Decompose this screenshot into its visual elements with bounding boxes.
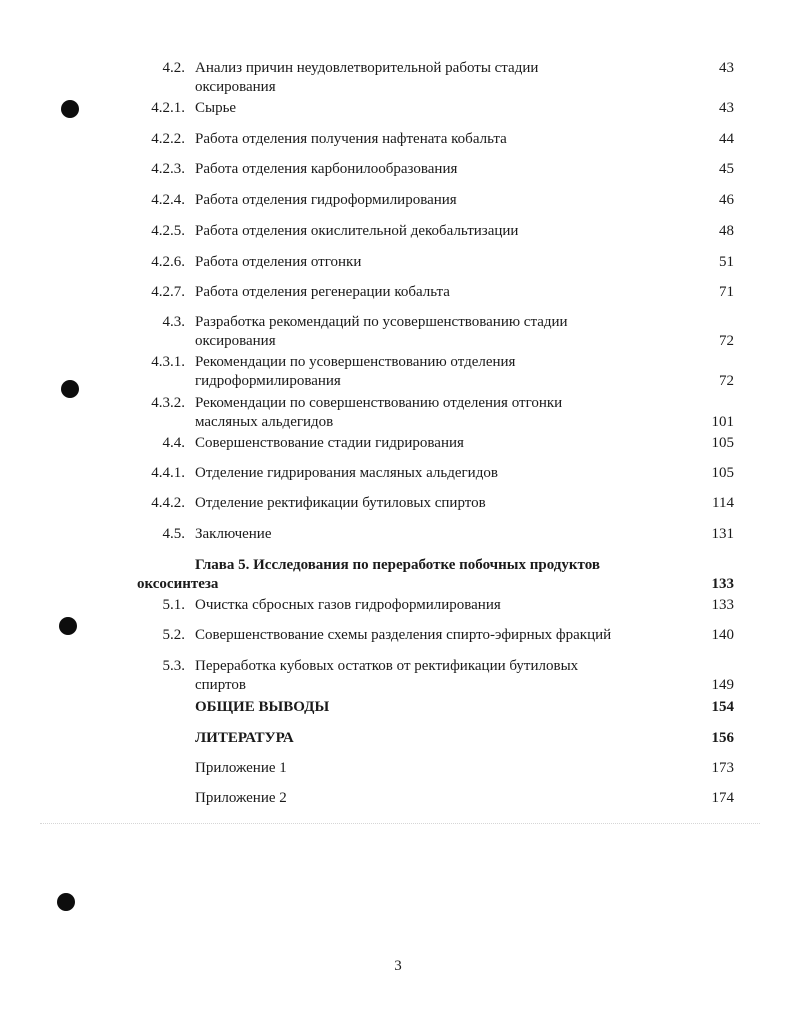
toc-entry-title: Приложение 1	[195, 760, 287, 776]
toc-entry-number: 4.3.	[162, 314, 185, 330]
toc-entry-number: 4.4.	[162, 435, 185, 451]
toc-entry-title: оксирования	[195, 333, 276, 349]
toc-entry-number: 4.4.2.	[151, 495, 185, 511]
toc-entry-number: 4.3.2.	[151, 395, 185, 411]
toc-entry-page: 101	[711, 414, 734, 430]
toc-entry-title: Глава 5. Исследования по переработке побочных продуктов	[195, 557, 600, 573]
toc-entry-page: 105	[711, 465, 734, 481]
toc-entry-title: Работа отделения отгонки	[195, 254, 362, 270]
toc-entry-page: 131	[711, 526, 734, 542]
toc-entry-title: Совершенствование стадии гидрирования	[195, 435, 464, 451]
toc-entry-page: 46	[719, 192, 734, 208]
toc-entry-page: 105	[711, 435, 734, 451]
toc-entry-page: 133	[711, 576, 734, 592]
toc-entry-number: 4.2.6.	[151, 254, 185, 270]
toc-entry-page: 156	[711, 730, 734, 746]
toc-entry-title: Переработка кубовых остатков от ректификации бутиловых	[195, 658, 579, 674]
toc-entry-number: 5.3.	[162, 658, 185, 674]
toc-entry-title: Совершенствование схемы разделения спирто-эфирных фракций	[195, 627, 612, 643]
toc-entry-title: Заключение	[195, 526, 272, 542]
toc-entry-title: оксосинтеза	[137, 576, 219, 592]
toc-entry-page: 48	[719, 223, 734, 239]
toc-entry-page: 114	[712, 495, 734, 511]
punch-hole-1	[61, 100, 79, 118]
toc-entry-title: Работа отделения карбонилообразования	[195, 161, 458, 177]
toc-entry-number: 4.2.	[162, 60, 185, 76]
toc-entry-number: 4.2.3.	[151, 161, 185, 177]
toc-entry-title: Работа отделения получения нафтената кобальта	[195, 131, 507, 147]
toc-entry-number: 4.2.2.	[151, 131, 185, 147]
toc-entry-title: гидроформилирования	[195, 373, 341, 389]
toc-entry-title: Очистка сбросных газов гидроформилирования	[195, 597, 501, 613]
toc-entry-page: 43	[719, 60, 734, 76]
toc-entry-title: Отделение гидрирования масляных альдегидов	[195, 465, 498, 481]
toc-entry-number: 4.2.5.	[151, 223, 185, 239]
toc-entry-title: ОБЩИЕ ВЫВОДЫ	[195, 699, 330, 715]
punch-hole-3	[59, 617, 77, 635]
toc-entry-title: спиртов	[195, 677, 246, 693]
toc-entry-page: 133	[711, 597, 734, 613]
toc-entry-title: Работа отделения гидроформилирования	[195, 192, 457, 208]
toc-entry-page: 71	[719, 284, 734, 300]
toc-entry-page: 174	[711, 790, 734, 806]
toc-entry-number: 5.1.	[162, 597, 185, 613]
toc-entry-title: масляных альдегидов	[195, 414, 334, 430]
toc-entry-title: Рекомендации по совершенствованию отделения отгонки	[195, 395, 563, 411]
toc-entry-number: 4.3.1.	[151, 354, 185, 370]
toc-entry-page: 173	[711, 760, 734, 776]
scan-artifact-divider	[40, 823, 760, 824]
toc-entry-number: 5.2.	[162, 627, 185, 643]
toc-entry-number: 4.2.7.	[151, 284, 185, 300]
toc-entry-page: 72	[719, 333, 734, 349]
toc-entry-title: Рекомендации по усовершенствованию отделения	[195, 354, 516, 370]
punch-hole-2	[61, 380, 79, 398]
toc-entry-title: ЛИТЕРАТУРА	[195, 730, 294, 746]
toc-entry-title: Разработка рекомендаций по усовершенствованию стадии	[195, 314, 568, 330]
punch-hole-4	[57, 893, 75, 911]
page-number: 3	[394, 958, 402, 974]
toc-entry-page: 149	[711, 677, 734, 693]
toc-entry-title: оксирования	[195, 79, 276, 95]
toc-entry-number: 4.2.4.	[151, 192, 185, 208]
toc-entry-page: 154	[711, 699, 734, 715]
toc-entry-page: 45	[719, 161, 734, 177]
toc-entry-title: Сырье	[195, 100, 237, 116]
toc-entry-title: Работа отделения окислительной декобальтизации	[195, 223, 519, 239]
toc-entry-page: 43	[719, 100, 734, 116]
toc-entry-title: Отделение ректификации бутиловых спиртов	[195, 495, 486, 511]
toc-entry-number: 4.2.1.	[151, 100, 185, 116]
toc-entry-page: 44	[719, 131, 734, 147]
toc-entry-title: Анализ причин неудовлетворительной работы стадии	[195, 60, 539, 76]
toc-entry-number: 4.4.1.	[151, 465, 185, 481]
toc-entry-page: 51	[719, 254, 734, 270]
toc-entry-page: 140	[711, 627, 734, 643]
toc-entry-title: Работа отделения регенерации кобальта	[195, 284, 450, 300]
toc-entry-page: 72	[719, 373, 734, 389]
toc-entry-number: 4.5.	[162, 526, 185, 542]
toc-entry-title: Приложение 2	[195, 790, 287, 806]
